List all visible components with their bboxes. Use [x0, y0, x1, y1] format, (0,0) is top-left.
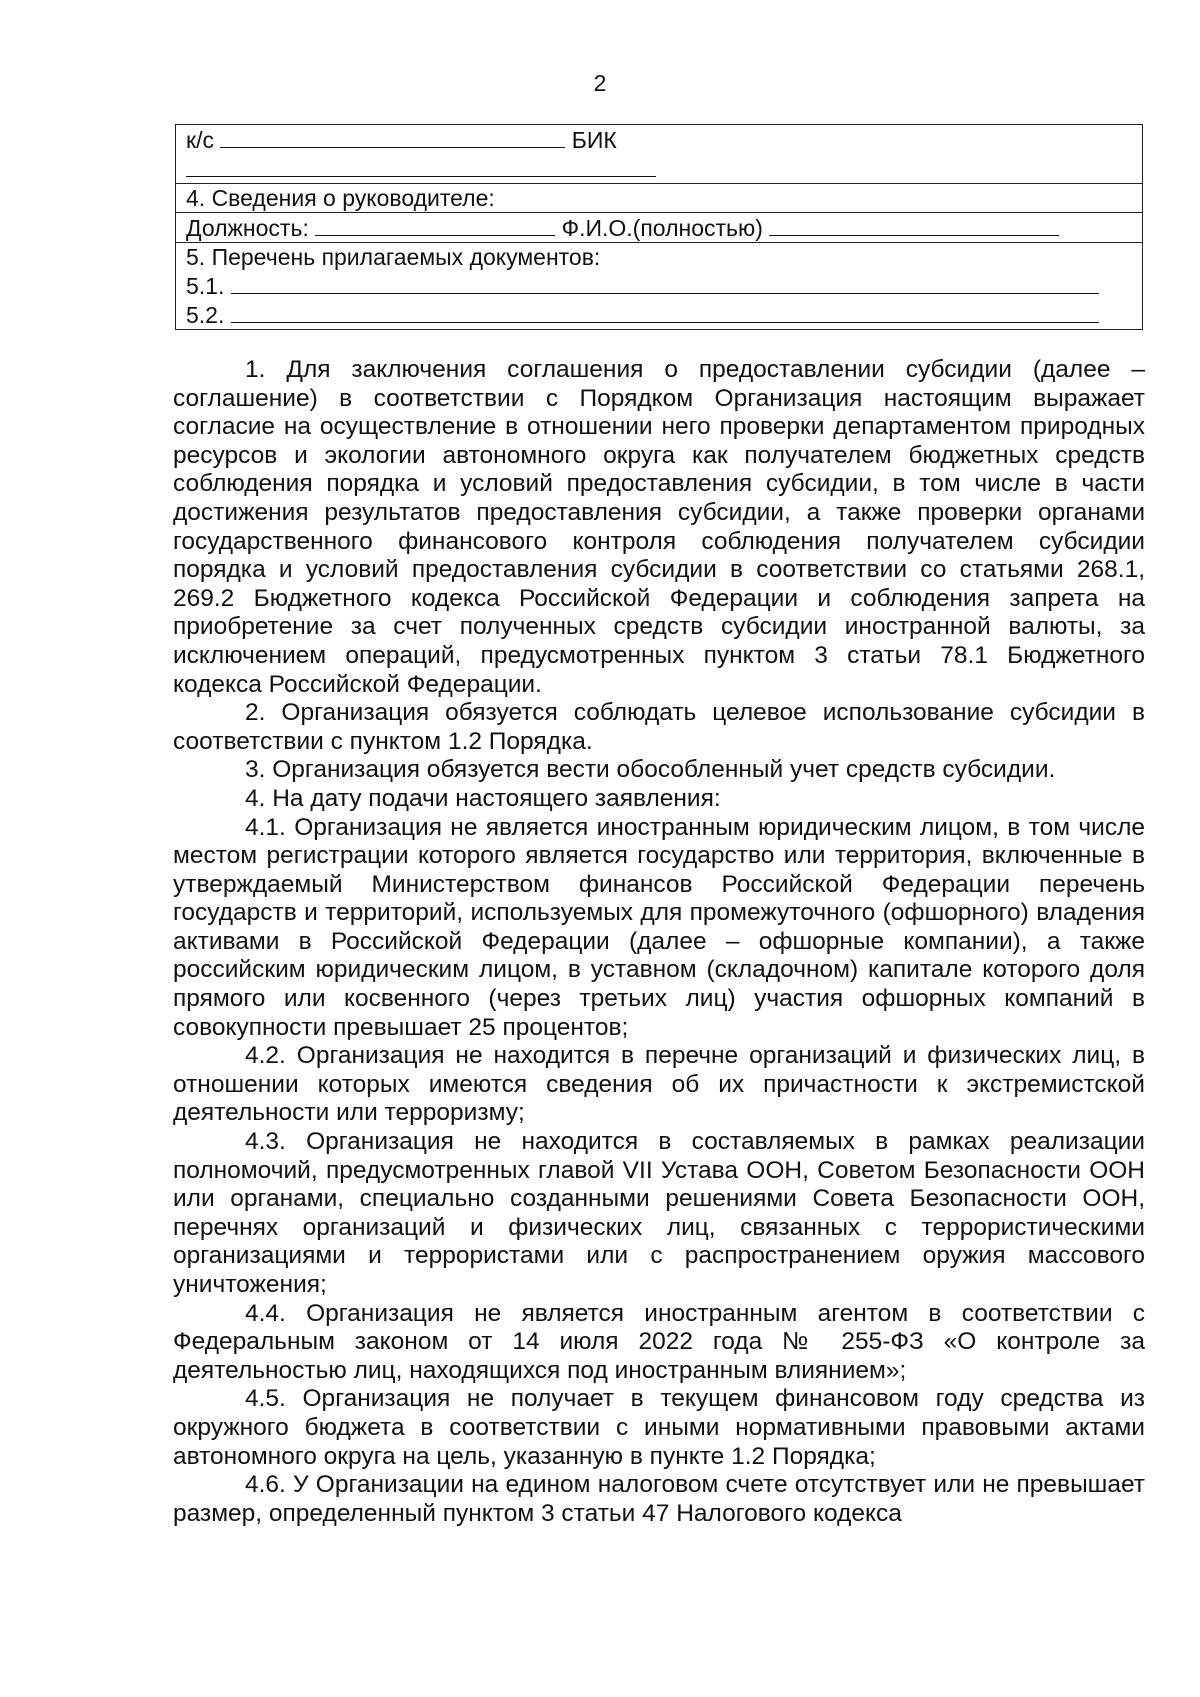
paragraph-4-3: 4.3. Организация не находится в составляемых в рамках реализации полномочий, предусмотренных главой VII Устава ООН, Советом Безопасности ООН или органами, специально созданными решениями Совета Безопасности ООН, перечнях организаций и физических лиц, связанных с террористическими организациями и террористами или с распространением оружия массового уничтожения;	[173, 1128, 1145, 1298]
ks-blank[interactable]	[220, 125, 565, 148]
document-item-5-1	[186, 271, 1132, 300]
document-5-1-blank[interactable]	[231, 271, 1099, 294]
head-details-cell	[176, 213, 1143, 243]
documents-cell	[176, 243, 1143, 330]
document-item-number: 5.1.	[186, 273, 225, 299]
document-item-number: 5.2.	[186, 302, 225, 328]
document-item-5-2	[186, 300, 1132, 329]
paragraph-1: 1. Для заключения соглашения о предоставлении субсидии (далее – соглашение) в соответствии с Порядком Организация настоящим выражает согласие на осуществление в отношении него проверки департаментом природных ресурсов и экологии автономного округа как получателем бюджетных средств соблюдения порядка и условий предоставления субсидии, в том числе в части достижения результатов предоставления субсидии, а также проверки органами государственного финансового контроля соблюдения получателем субсидии порядка и условий предоставления субсидии в соответствии со статьями 268.1, 269.2 Бюджетного кодекса Российской Федерации и соблюдения запрета на приобретение за счет полученных средств субсидии иностранной валюты, за исключением операций, предусмотренных пунктом 3 статьи 78.1 Бюджетного кодекса Российской Федерации.	[173, 356, 1145, 698]
paragraph-4-2: 4.2. Организация не находится в перечне организаций и физических лиц, в отношении которых имеются сведения об их причастности к экстремистской деятельности или терроризму;	[173, 1042, 1145, 1127]
paragraph-2: 2. Организация обязуется соблюдать целевое использование субсидии в соответствии с пунктом 1.2 Порядка.	[173, 699, 1145, 755]
fio-blank[interactable]	[769, 213, 1059, 236]
ks-label: к/с	[186, 127, 214, 153]
position-label: Должность:	[186, 215, 309, 241]
paragraph-4-4: 4.4. Организация не является иностранным агентом в соответствии с Федеральным законом от 14 июля 2022 года № 255-ФЗ «О контроле за деятельностью лиц, находящихся под иностранным влиянием»;	[173, 1299, 1145, 1384]
document-5-2-blank[interactable]	[231, 300, 1099, 323]
bank-details-row	[176, 125, 1143, 184]
bik-blank[interactable]	[186, 154, 656, 177]
applicant-info-table	[175, 124, 1143, 330]
paragraph-3: 3. Организация обязуется вести обособленный учет средств субсидии.	[245, 756, 1056, 784]
bank-details-cell	[176, 125, 1143, 184]
section5-title: 5. Перечень прилагаемых документов:	[186, 244, 601, 270]
head-details-row	[176, 213, 1143, 243]
page-number: 2	[593, 70, 607, 96]
bik-label: БИК	[571, 127, 617, 153]
head-title-row	[176, 184, 1143, 213]
statement-body	[173, 356, 1145, 1528]
paragraph-4-5: 4.5. Организация не получает в текущем финансовом году средства из окружного бюджета в соответствии с иными нормативными правовыми актами автономного округа на цель, указанную в пункте 1.2 Порядка;	[173, 1385, 1145, 1470]
section4-title: 4. Сведения о руководителе:	[176, 184, 1143, 213]
position-blank[interactable]	[315, 213, 555, 236]
paragraph-4-6: 4.6. У Организации на едином налоговом счете отсутствует или не превышает размер, определенный пунктом 3 статьи 47 Налогового кодекса	[173, 1471, 1145, 1527]
paragraph-4: 4. На дату подачи настоящего заявления:	[245, 784, 721, 812]
paragraph-4-1: 4.1. Организация не является иностранным юридическим лицом, в том числе местом регистрации которого является государство или территория, включенные в утверждаемый Министерством финансов Российской Федерации перечень государств и территорий, используемых для промежуточного (офшорного) владения активами в Российской Федерации (далее – офшорные компании), а также российским юридическим лицом, в уставном (складочном) капитале которого доля прямого или косвенного (через третьих лиц) участия офшорных компаний в совокупности превышает 25 процентов;	[173, 813, 1145, 1041]
documents-row	[176, 243, 1143, 330]
fio-label: Ф.И.О.(полностью)	[561, 215, 763, 241]
